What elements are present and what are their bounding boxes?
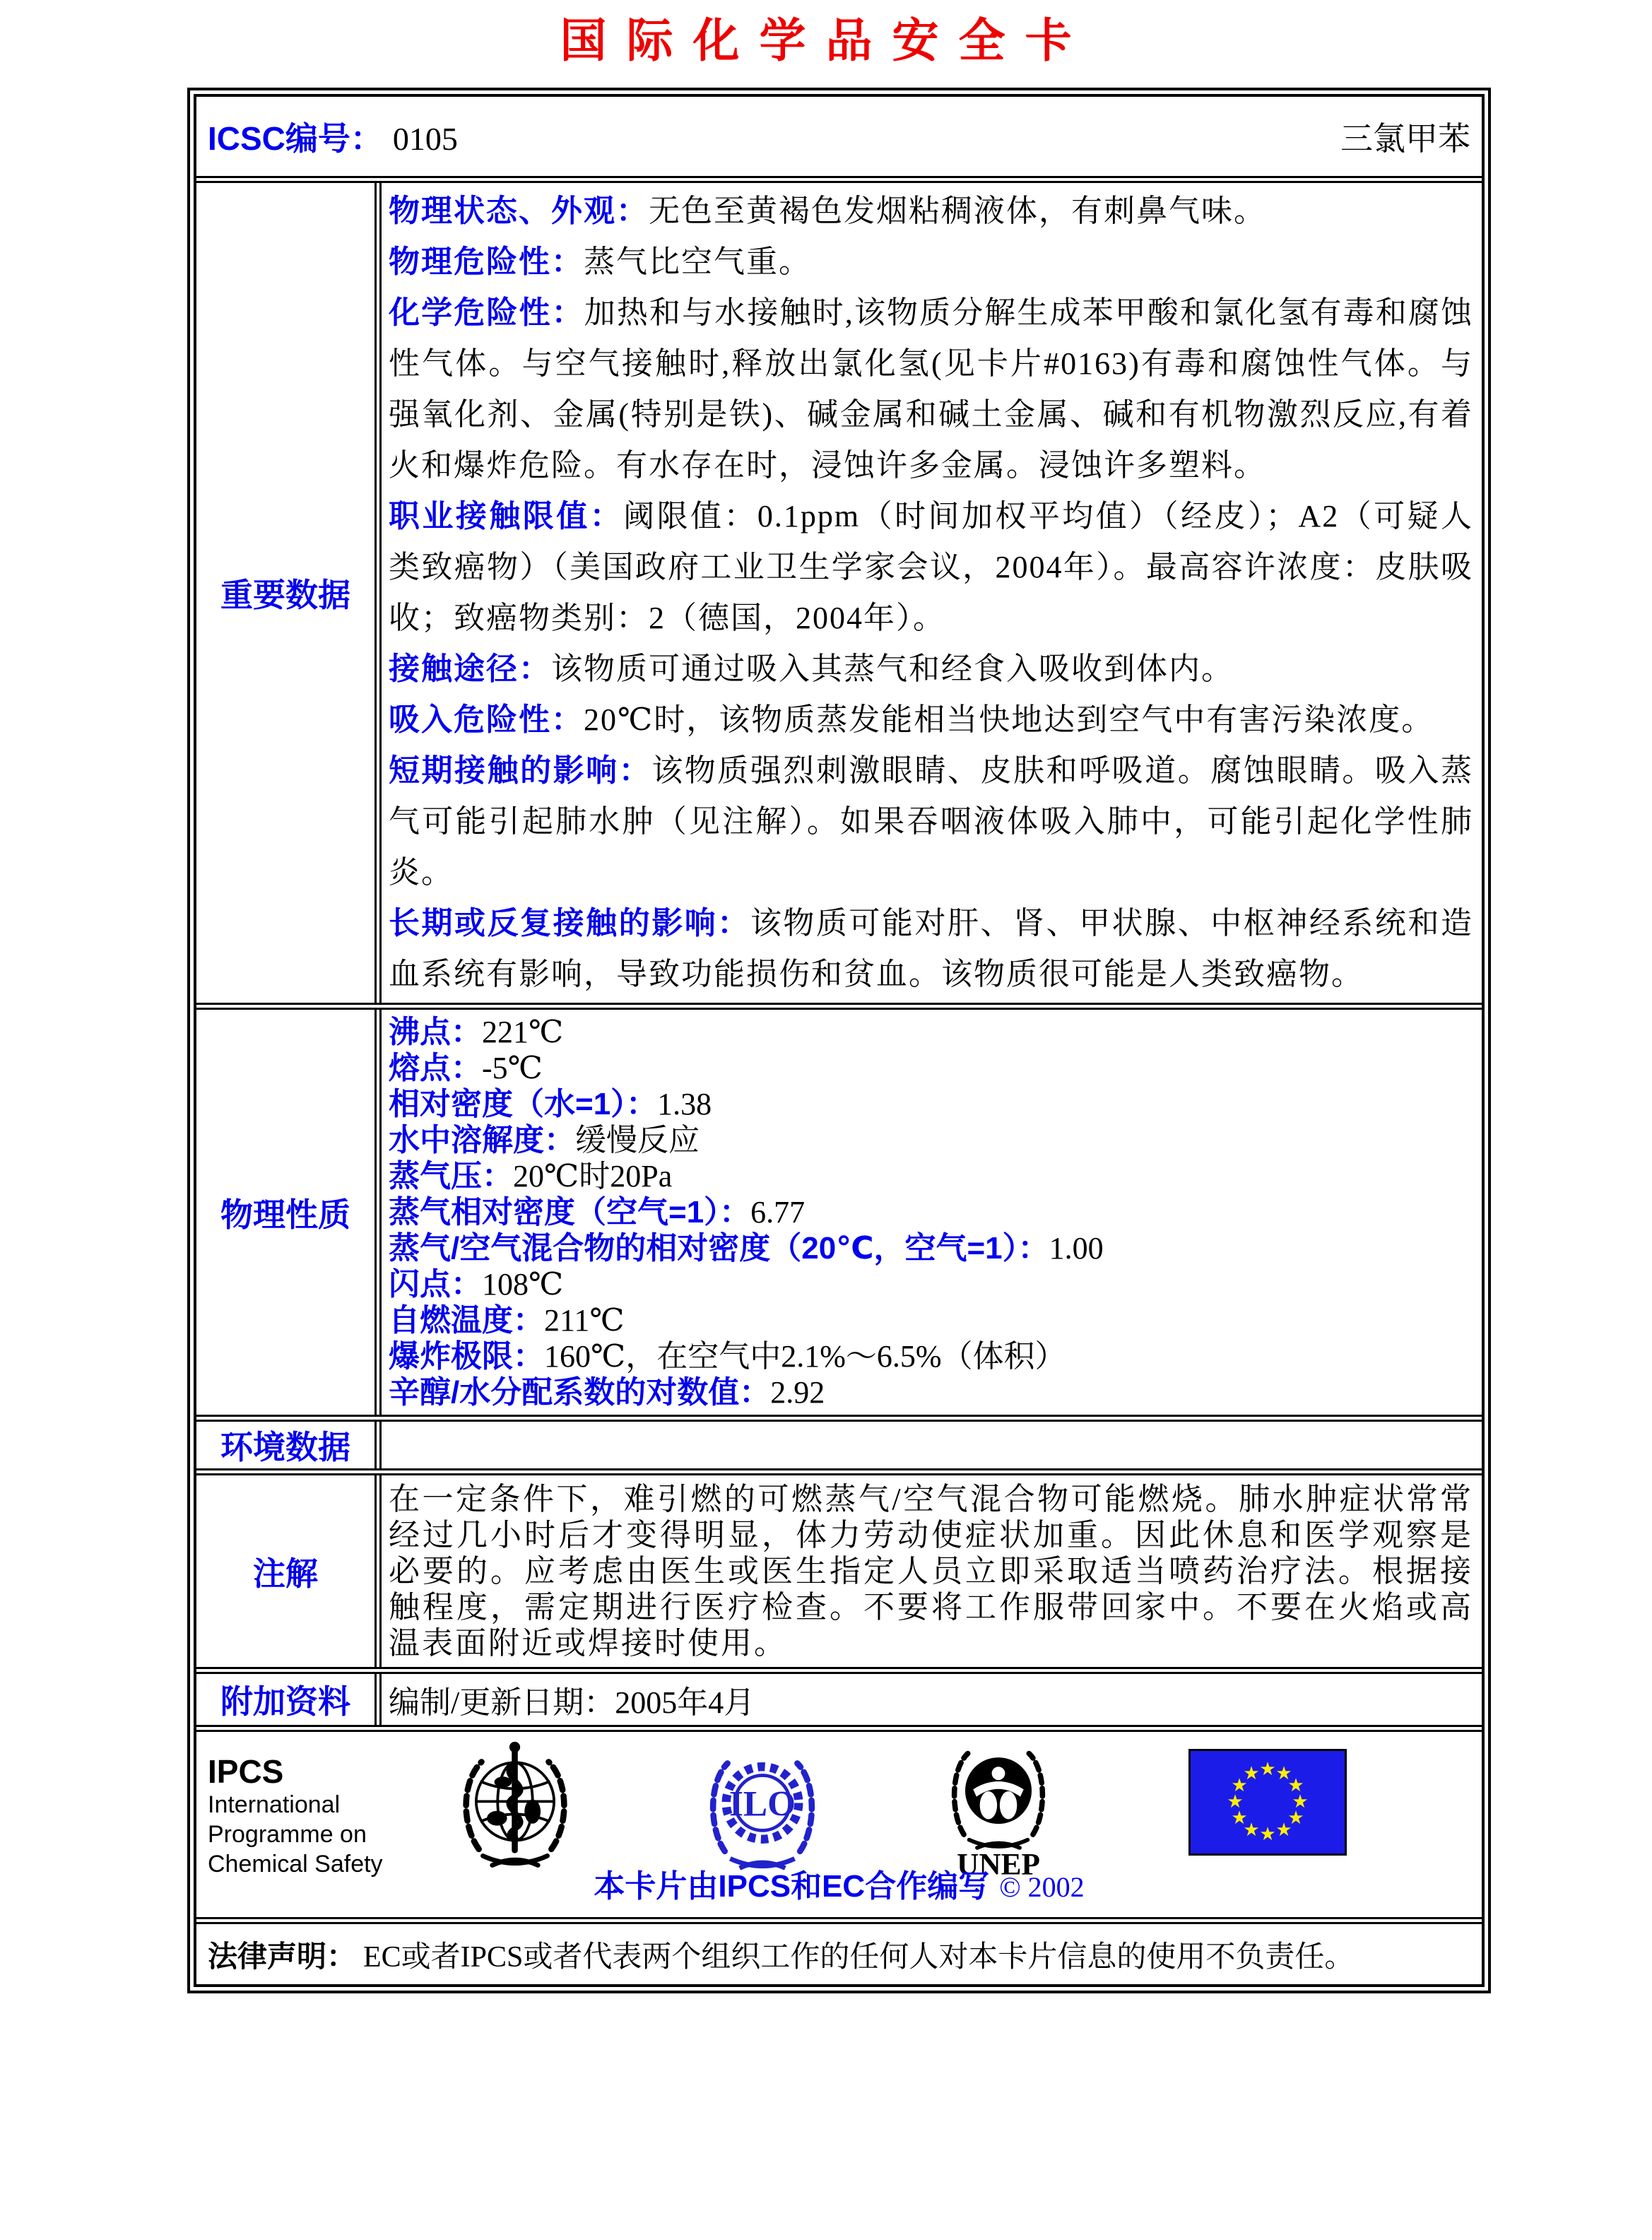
item-label: 辛醇/水分配系数的对数值： (389, 1375, 771, 1410)
item-text: 211℃ (544, 1303, 625, 1338)
icsc-number-value: 0105 (392, 121, 458, 157)
physical-item (389, 1158, 1473, 1194)
item-label: 化学危险性： (389, 295, 584, 330)
item-label: 水中溶解度： (389, 1123, 575, 1157)
eu-star-icon (1275, 1821, 1293, 1839)
section-label-notes: 注解 (253, 1555, 318, 1592)
item-text: 该物质强烈刺激眼睛、皮肤和呼吸道。腐蚀眼睛。吸入蒸气可能引起肺水肿（见注解）。如果吞咽液体吸入肺中，可能引起化学性肺炎。 (389, 753, 1473, 890)
physical-item (389, 1374, 1473, 1410)
item-label: 蒸气/空气混合物的相对密度（20℃，空气=1）： (389, 1231, 1049, 1266)
physical-item (389, 1194, 1473, 1230)
legal-notice-row (196, 1917, 1482, 1984)
ilo-logo-text: ILO (728, 1784, 796, 1825)
important-item (389, 491, 1473, 644)
ipcs-title: IPCS (208, 1753, 284, 1790)
physical-item (389, 1338, 1473, 1374)
update-date-value: 2005年4月 (615, 1685, 755, 1720)
item-label: 闪点： (389, 1267, 482, 1302)
item-label: 接触途径： (389, 652, 551, 686)
item-label: 物理危险性： (389, 244, 584, 279)
important-item (389, 186, 1473, 237)
credit-line (196, 1861, 1482, 1906)
important-item (389, 237, 1473, 288)
item-label: 相对密度（水=1）： (389, 1087, 658, 1121)
item-text: 蒸气比空气重。 (584, 244, 811, 279)
item-label: 自燃温度： (389, 1303, 544, 1338)
credit-year: © 2002 (999, 1871, 1085, 1903)
environmental-data-row (196, 1415, 1482, 1468)
item-label: 沸点： (389, 1015, 482, 1049)
physical-item (389, 1302, 1473, 1338)
item-label: 吸入危险性： (389, 702, 584, 737)
physical-item (389, 1086, 1473, 1122)
icsc-number-label: ICSC编号： (208, 120, 383, 157)
important-item (389, 695, 1473, 745)
eu-star-icon (1242, 1764, 1261, 1783)
item-text: 1.00 (1049, 1231, 1104, 1266)
section-label-important-data: 重要数据 (220, 577, 350, 613)
icsc-number-group (208, 113, 458, 160)
item-text: 缓慢反应 (575, 1123, 700, 1157)
item-text: 108℃ (482, 1267, 564, 1302)
ipcs-subtitle-line: Programme on (208, 1821, 367, 1848)
notes-content: 在一定条件下，难引燃的可燃蒸气/空气混合物可能燃烧。肺水肿症状常常经过几小时后才变得明显，体力劳动使症状加重。因此休息和医学观察是必要的。应考虑由医生或医生指定人员立即采取适当喷药治疗法。根据接触程度，需定期进行医疗检查。不要将工作服带回家中。不要在火焰或高温表面附近或焊接时使用。 (374, 1475, 1482, 1667)
item-text: 无色至黄褐色发烟粘稠液体，有刺鼻气味。 (649, 194, 1266, 228)
item-label: 蒸气相对密度（空气=1）： (389, 1195, 751, 1230)
item-text: 160℃，在空气中2.1%～6.5%（体积） (544, 1339, 1066, 1374)
important-item (389, 288, 1473, 491)
important-data-content (374, 183, 1482, 1003)
physical-item (389, 1230, 1473, 1266)
item-text: 6.77 (750, 1195, 806, 1230)
footer-logos-row (196, 1725, 1482, 1917)
important-item (389, 745, 1473, 898)
physical-item (389, 1050, 1473, 1086)
ipcs-subtitle-line: International (208, 1791, 341, 1818)
item-text: 221℃ (482, 1015, 564, 1049)
eu-flag-icon (1188, 1749, 1347, 1856)
ipcs-subtitle-line: Chemical Safety (208, 1851, 383, 1878)
legal-notice-label: 法律声明： (208, 1939, 357, 1973)
item-text: 2.92 (770, 1375, 825, 1410)
item-label: 蒸气压： (389, 1159, 513, 1193)
environmental-data-content (374, 1422, 1482, 1468)
chemical-name: 三氯甲苯 (1340, 121, 1470, 157)
item-text: 20℃时，该物质蒸发能相当快地达到空气中有害污染浓度。 (584, 702, 1434, 737)
physical-properties-row (196, 1003, 1482, 1415)
item-label: 短期接触的影响： (389, 753, 652, 788)
unep-logo-text: UNEP (957, 1847, 1040, 1881)
additional-info-content (374, 1674, 1482, 1725)
notes-row (196, 1468, 1482, 1667)
item-label: 熔点： (389, 1051, 482, 1085)
item-text: 阈限值：0.1ppm（时间加权平均值）（经皮）；A2（可疑人类致癌物）（美国政府工业卫生学家会议，2004年）。最高容许浓度：皮肤吸收；致癌物类别：2（德国，2004年）。 (389, 499, 1474, 635)
item-text: -5℃ (482, 1051, 543, 1085)
additional-info-row (196, 1667, 1482, 1725)
physical-item (389, 1266, 1473, 1302)
eu-star-icon (1258, 1825, 1277, 1844)
important-item (389, 898, 1473, 1000)
important-data-row (196, 176, 1482, 1003)
item-label: 长期或反复接触的影响： (389, 906, 750, 941)
section-label-environmental-data: 环境数据 (220, 1429, 350, 1466)
header-row (196, 97, 1482, 176)
physical-item (389, 1122, 1473, 1158)
physical-properties-content (374, 1010, 1482, 1415)
item-label: 职业接触限值： (389, 499, 624, 534)
credit-text: 本卡片由IPCS和EC合作编写 (594, 1869, 990, 1904)
item-text: 20℃时20Pa (513, 1159, 673, 1193)
item-text: 该物质可能对肝、肾、甲状腺、中枢神经系统和造血系统有影响，导致功能损伤和贫血。该物质很可能是人类致癌物。 (389, 906, 1473, 991)
item-text: 加热和与水接触时,该物质分解生成苯甲酸和氯化氢有毒和腐蚀性气体。与空气接触时,释放出氯化氢(见卡片#0163)有毒和腐蚀性气体。与强氧化剂、金属(特别是铁)、碱金属和碱土金属、碱和有机物激烈反应,有着火和爆炸危险。有水存在时，浸蚀许多金属。浸蚀许多塑料。 (389, 295, 1474, 483)
ilo-logo-icon (695, 1740, 830, 1878)
legal-notice-body: EC或者IPCS或者代表两个组织工作的任何人对本卡片信息的使用不负责任。 (363, 1940, 1355, 1974)
important-item (389, 644, 1473, 695)
physical-item (389, 1014, 1473, 1050)
section-label-additional-info: 附加资料 (220, 1683, 350, 1720)
update-date-label: 编制/更新日期： (389, 1685, 615, 1720)
item-label: 物理状态、外观： (389, 194, 649, 228)
icsc-card-table (187, 88, 1491, 1993)
legal-notice-text (208, 1933, 1354, 1976)
item-text: 该物质可通过吸入其蒸气和经食入吸收到体内。 (551, 652, 1234, 686)
item-label: 爆炸极限： (389, 1339, 544, 1374)
item-text: 1.38 (657, 1087, 712, 1121)
unep-logo-icon (938, 1736, 1058, 1881)
section-label-physical-properties: 物理性质 (220, 1196, 350, 1233)
page-title: 国际化学品安全卡 (560, 13, 1092, 68)
who-logo-icon (448, 1736, 582, 1878)
